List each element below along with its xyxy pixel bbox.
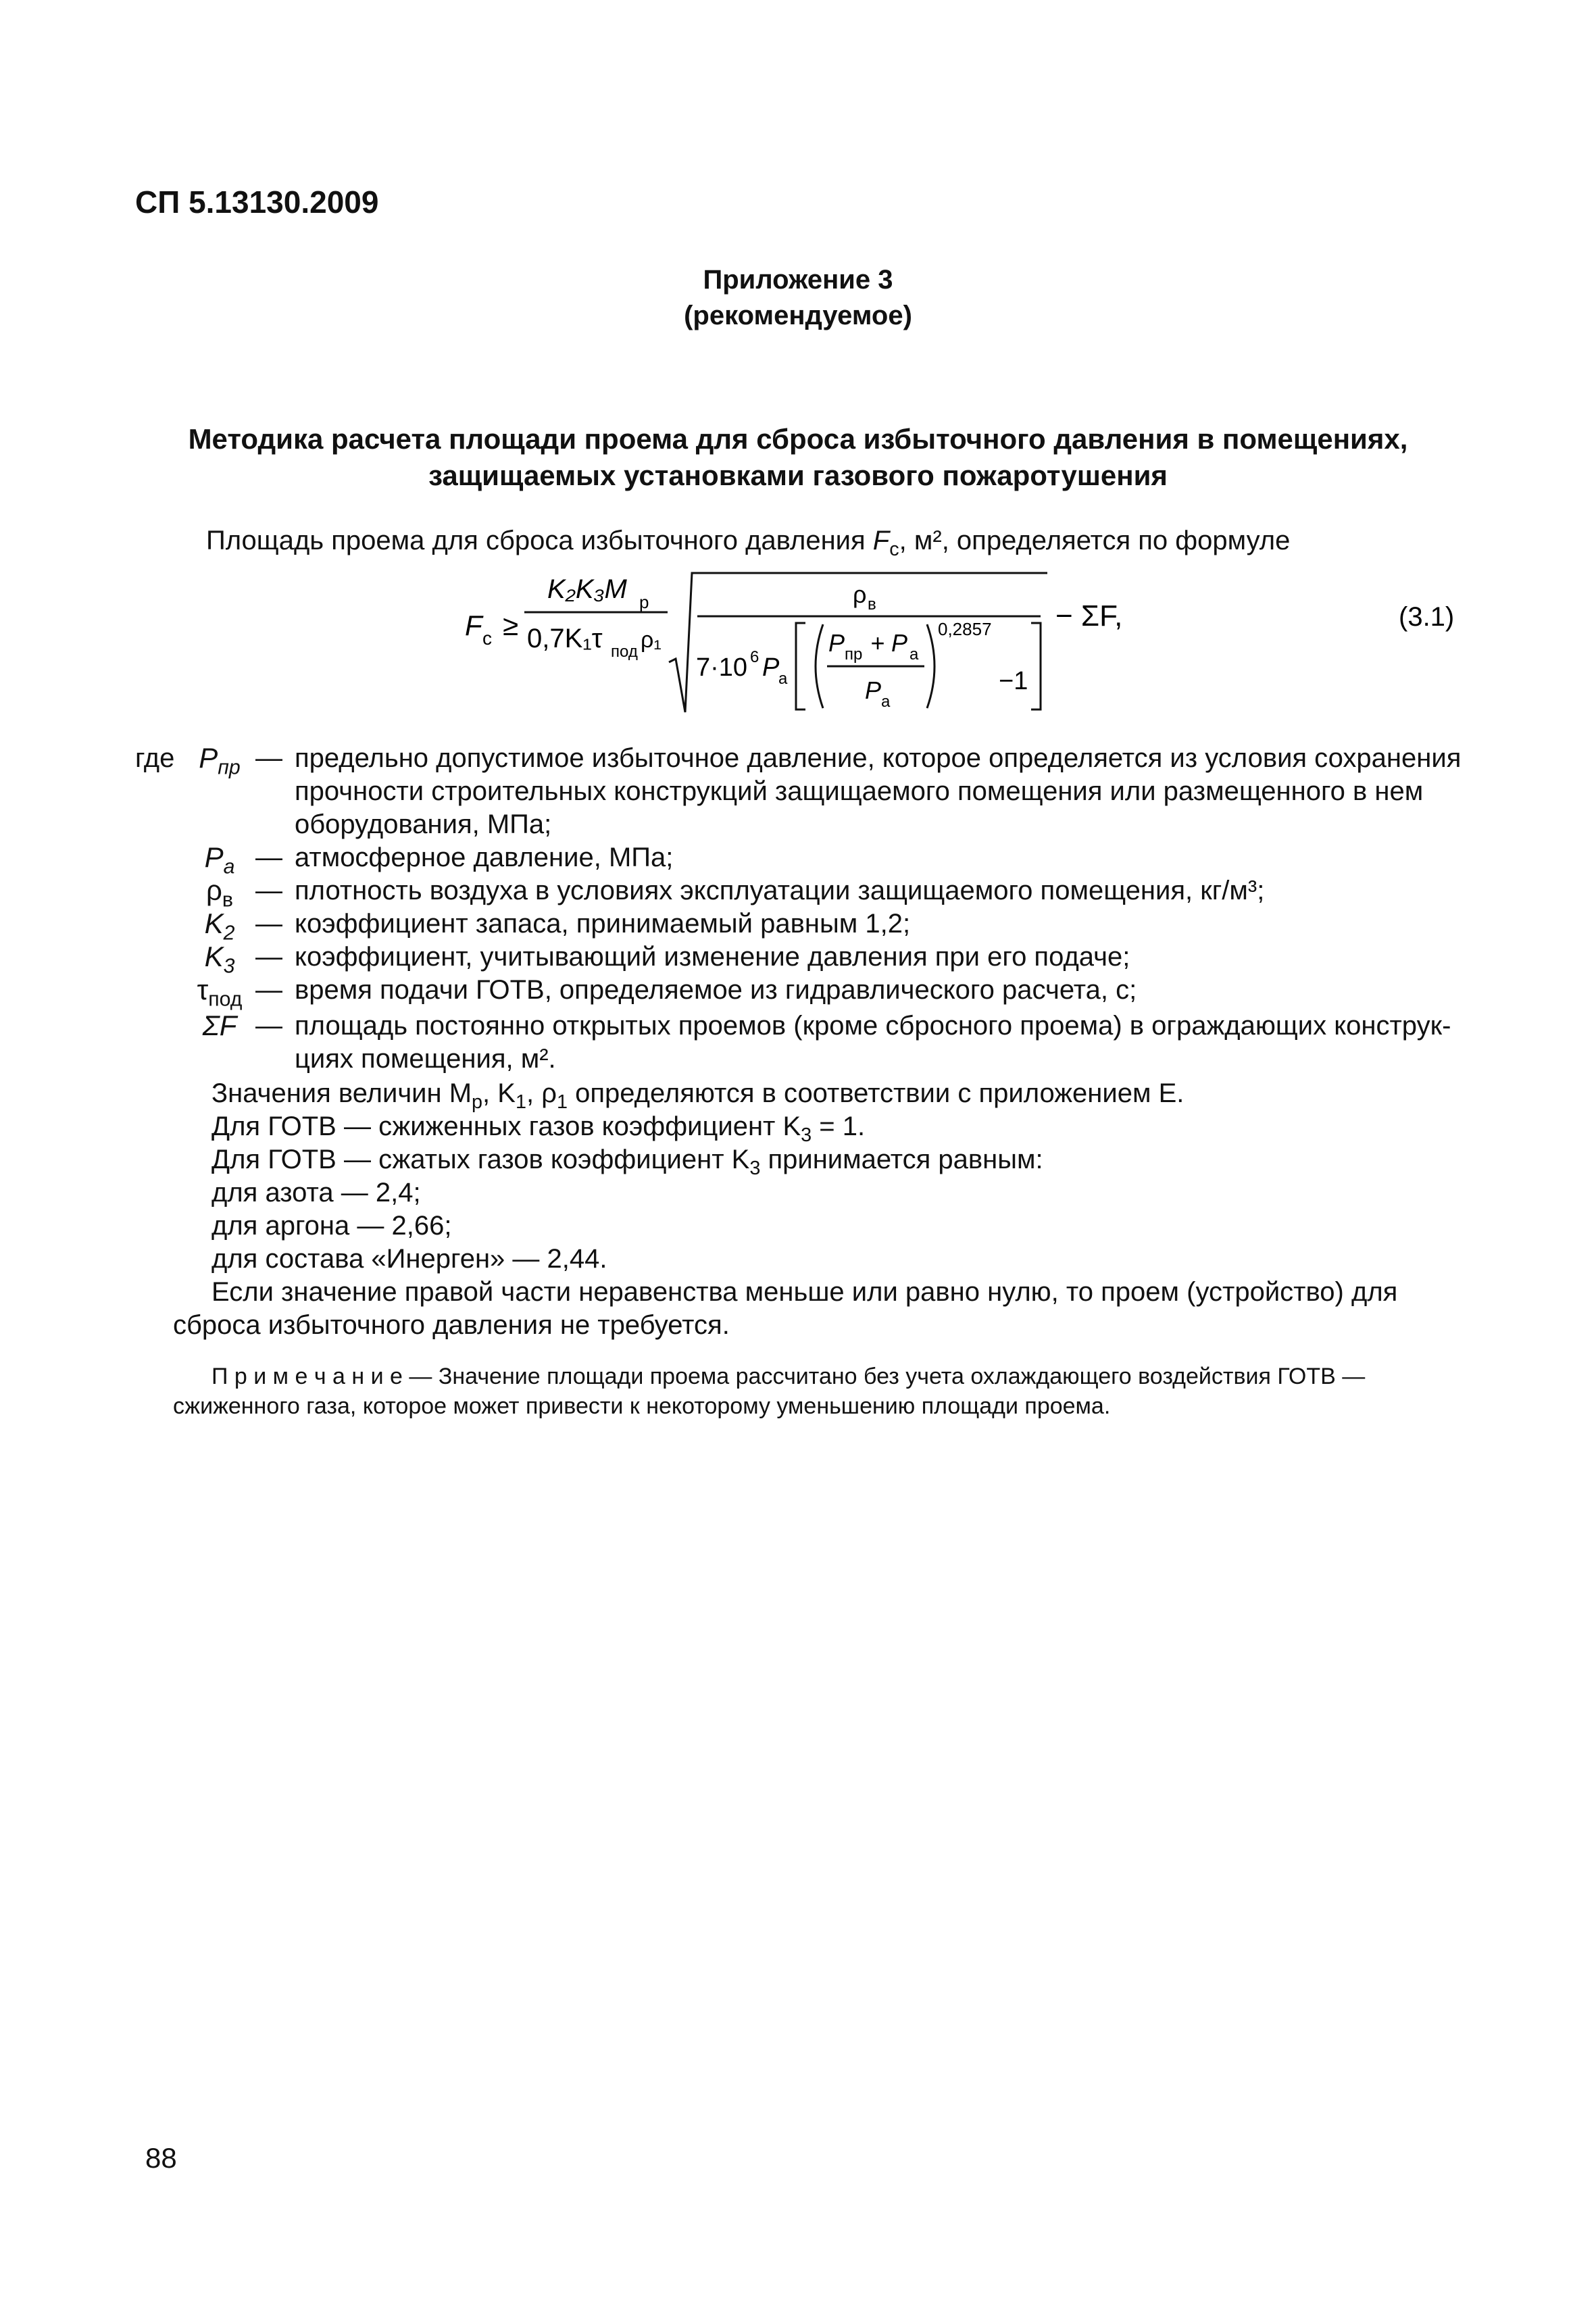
- def-dash: —: [255, 876, 282, 905]
- def-dash: —: [255, 843, 282, 872]
- def-symbol-p-pr: $P_{пр}$: [199, 742, 241, 779]
- liquefied-paragraph: Для ГОТВ — сжиженных газов коэффициент $K_3 = 1$.: [211, 1112, 866, 1147]
- root-p-sub: а: [778, 670, 788, 688]
- def-symbol-sum-f: ΣF: [202, 1010, 237, 1041]
- inner-top-sub-1: пр: [845, 645, 863, 664]
- right-parenthesis: [927, 624, 934, 708]
- def-symbol-k3: $K_3$: [204, 941, 235, 978]
- note-line-2: сжиженного газа, которое может привести к некоторому уменьшению площади проема.: [173, 1393, 1111, 1419]
- formula-numerator: K₂K₃M: [547, 574, 627, 604]
- def-dash: —: [255, 975, 282, 1005]
- inner-exponent: 0,2857: [938, 619, 992, 639]
- formula-denominator-tail: ρ₁: [641, 627, 662, 653]
- def-text-line: время подачи ГОТВ, определяемое из гидравлического расчета, с;: [295, 975, 1137, 1005]
- inner-top-p: P: [828, 629, 845, 657]
- document-code: СП 5.13130.2009: [135, 184, 379, 220]
- formula-3-1: [0, 568, 1596, 730]
- appendix-status: (рекомендуемое): [684, 301, 912, 330]
- def-dash: —: [255, 1011, 282, 1041]
- formula-numerator-sub: p: [639, 592, 649, 612]
- where-label: где: [135, 743, 175, 773]
- formula-lhs: F: [465, 609, 482, 641]
- right-square-bracket: [1031, 623, 1041, 710]
- root-coef: 7·10: [696, 653, 748, 682]
- def-text-line: плотность воздуха в условиях эксплуатации защищаемого помещения, кг/м³;: [295, 876, 1265, 905]
- inergen-line: для состава «Инерген» — 2,44.: [211, 1244, 607, 1274]
- intro-text-before: Площадь проема для сброса избыточного давления: [206, 526, 873, 555]
- def-dash: —: [255, 942, 282, 972]
- left-parenthesis: [816, 624, 823, 708]
- def-dash: —: [255, 909, 282, 939]
- left-square-bracket: [796, 623, 805, 710]
- def-text-line: площадь постоянно открытых проемов (кроме сбросного проема) в ограждающих конструк-: [295, 1011, 1451, 1041]
- formula-denominator: 0,7K₁τ: [527, 624, 603, 653]
- root-numerator-sub: в: [868, 595, 876, 614]
- def-text-line: коэффициент, учитывающий изменение давления при его подаче;: [295, 942, 1130, 972]
- intro-paragraph: [206, 526, 1290, 561]
- def-text-line: предельно допустимое избыточное давление, которое определяется из условия сохранения: [295, 743, 1462, 773]
- root-numerator: ρ: [853, 580, 867, 608]
- formula-lhs-sub: c: [482, 628, 492, 649]
- intro-text-after: , м², определяется по формуле: [899, 526, 1291, 555]
- def-text-line: атмосферное давление, МПа;: [295, 843, 674, 872]
- intro-var-sub: c: [889, 539, 899, 561]
- minus-one: −1: [999, 667, 1028, 695]
- note-label: П р и м е ч а н и е: [211, 1364, 403, 1389]
- def-text-line: циях помещения, м².: [295, 1044, 556, 1074]
- final-paragraph-line-2: сброса избыточного давления не требуется.: [173, 1310, 730, 1340]
- def-dash: —: [255, 743, 282, 773]
- formula-relation: ≥: [503, 609, 519, 641]
- inner-bottom-p: P: [865, 676, 882, 704]
- nitrogen-line: для азота — 2,4;: [211, 1178, 421, 1208]
- def-symbol-tau-pod: $\tau_{под}$: [197, 974, 243, 1011]
- note-line-1: П р и м е ч а н и е — Значение площади проема рассчитано без учета охлаждающего воздействия ГОТВ —: [211, 1364, 1366, 1389]
- method-title-line-1: Методика расчета площади проема для сброса избыточного давления в помещениях,: [188, 423, 1408, 455]
- method-title-line-2: защищаемых установками газового пожаротушения: [428, 459, 1168, 491]
- inner-bottom-sub: а: [881, 693, 891, 711]
- def-symbol-k2: $K_2$: [204, 907, 235, 945]
- page-number: 88: [145, 2142, 177, 2174]
- def-text-line: коэффициент запаса, принимаемый равным 1,2;: [295, 909, 911, 939]
- final-paragraph-line-1: Если значение правой части неравенства меньше или равно нулю, то проем (устройство) для: [211, 1277, 1398, 1307]
- intro-var: F: [872, 526, 890, 555]
- def-symbol-rho-v: $\rho_в$: [206, 874, 233, 912]
- values-paragraph: Значения величин $M_p$, $K_1$, $\rho_1$ определяются в соответствии с приложением Е.: [211, 1078, 1184, 1114]
- formula-tail: − ΣF,: [1055, 599, 1123, 632]
- inner-top-sub-2: а: [909, 645, 919, 664]
- formula-number: (3.1): [1399, 602, 1455, 632]
- compressed-paragraph: Для ГОТВ — сжатых газов коэффициент $K_3$ принимается равным:: [211, 1145, 1043, 1180]
- argon-line: для аргона — 2,66;: [211, 1211, 452, 1241]
- def-text-line: прочности строительных конструкций защищаемого помещения или размещенного в нем: [295, 776, 1424, 806]
- formula-denominator-sub: под: [611, 643, 638, 661]
- def-symbol-p-a: $P_а$: [204, 841, 235, 878]
- def-text-line: оборудования, МПа;: [295, 810, 552, 839]
- root-p: P: [762, 653, 780, 682]
- inner-plus: + P: [870, 629, 908, 657]
- appendix-title: Приложение 3: [703, 265, 893, 295]
- root-exp: 6: [750, 648, 759, 666]
